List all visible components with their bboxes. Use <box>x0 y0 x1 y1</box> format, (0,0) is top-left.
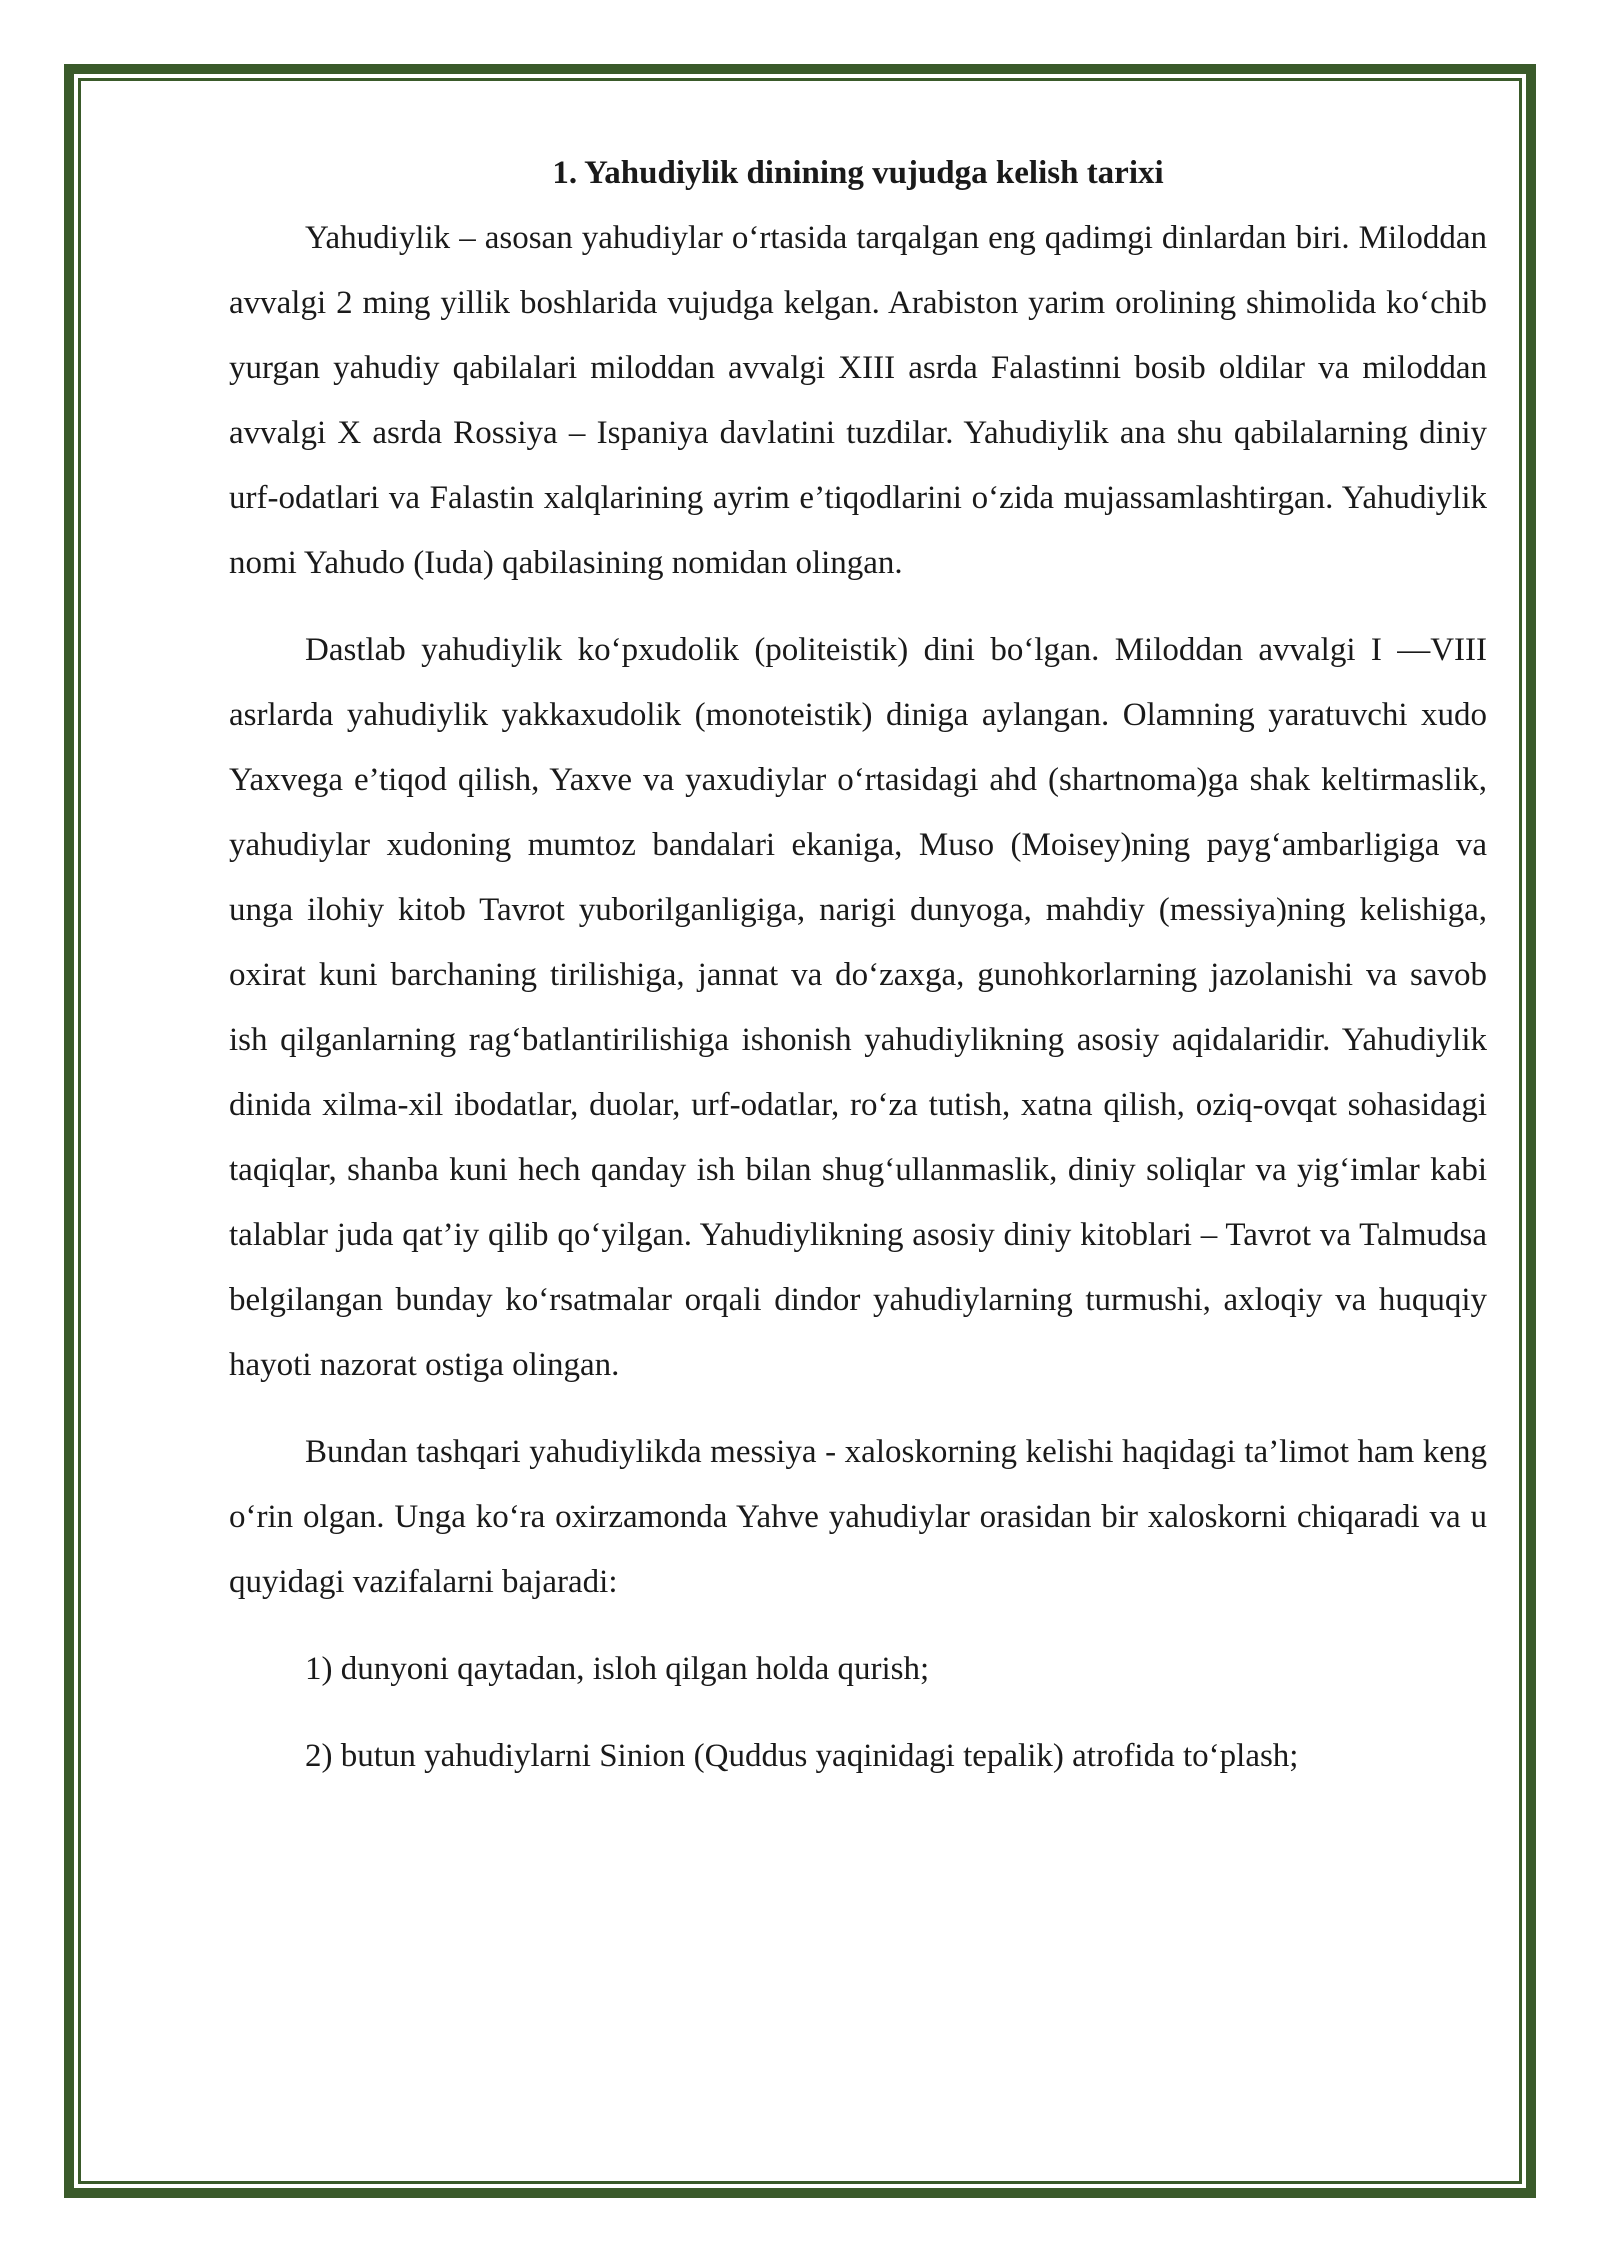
list-item: 1) dunyoni qaytadan, isloh qilgan holda qurish; <box>305 1651 930 1687</box>
section-heading: 1. Yahudiylik dinining vujudga kelish tarixi <box>552 155 1164 191</box>
list-item: 2) butun yahudiylarni Sinion (Quddus yaqinidagi tepalik) atrofida to‘plash; <box>305 1738 1299 1774</box>
paragraph-messiah: Bundan tashqari yahudiylikda messiya - xaloskorning kelishi haqidagi ta’limot ham keng o‘rin olgan. Unga ko‘ra oxirzamonda Yahve yahudiylar orasidan bir xaloskorni chiqaradi va u quyidagi vazifalarni bajaradi: <box>229 1434 1487 1600</box>
paragraph-beliefs: Dastlab yahudiylik ko‘pxudolik (politeistik) dini bo‘lgan. Miloddan avvalgi I —VIII asrlarda yahudiylik yakkaxudolik (monoteistik) diniga aylangan. Olamning yaratuvchi xudo Yaxvega e’tiqod qilish, Yaxve va yaxudiylar o‘rtasidagi ahd (shartnoma)ga shak keltirmaslik, yahudiylar xudoning mumtoz bandalari ekaniga, Muso (Moisey)ning payg‘ambarligiga va unga ilohiy kitob Tavrot yuborilganligiga, narigi dunyoga, mahdiy (messiya)ning kelishiga, oxirat kuni barchaning tirilishiga, jannat va do‘zaxga, gunohkorlarning jazolanishi va savob ish qilganlarning rag‘batlantirilishiga ishonish yahudiylikning asosiy aqidalaridir. Yahudiylik dinida xilma-xil ibodatlar, duolar, urf-odatlar, ro‘za tutish, xatna qilish, oziq-ovqat sohasidagi taqiqlar, shanba kuni hech qanday ish bilan shug‘ullanmaslik, diniy soliqlar va yig‘imlar kabi talablar juda qat’iy qilib qo‘yilgan. Yahudiylikning asosiy diniy kitoblari – Tavrot va Talmudsa belgilangan bunday ko‘rsatmalar orqali dindor yahudiylarning turmushi, axloqiy va huquqiy hayoti nazorat ostiga olingan. <box>229 632 1487 1383</box>
document-body <box>229 148 1487 1811</box>
paragraph-intro: Yahudiylik – asosan yahudiylar o‘rtasida tarqalgan eng qadimgi dinlardan biri. Miloddan avvalgi 2 ming yillik boshlarida vujudga kelgan. Arabiston yarim orolining shimolida ko‘chib yurgan yahudiy qabilalari miloddan avvalgi XIII asrda Falastinni bosib oldilar va miloddan avvalgi X asrda Rossiya – Ispaniya davlatini tuzdilar. Yahudiylik ana shu qabilalarning diniy urf-odatlari va Falastin xalqlarining ayrim e’tiqodlarini o‘zida mujassamlashtirgan. Yahudiylik nomi Yahudo (Iuda) qabilasining nomidan olingan. <box>229 220 1487 581</box>
